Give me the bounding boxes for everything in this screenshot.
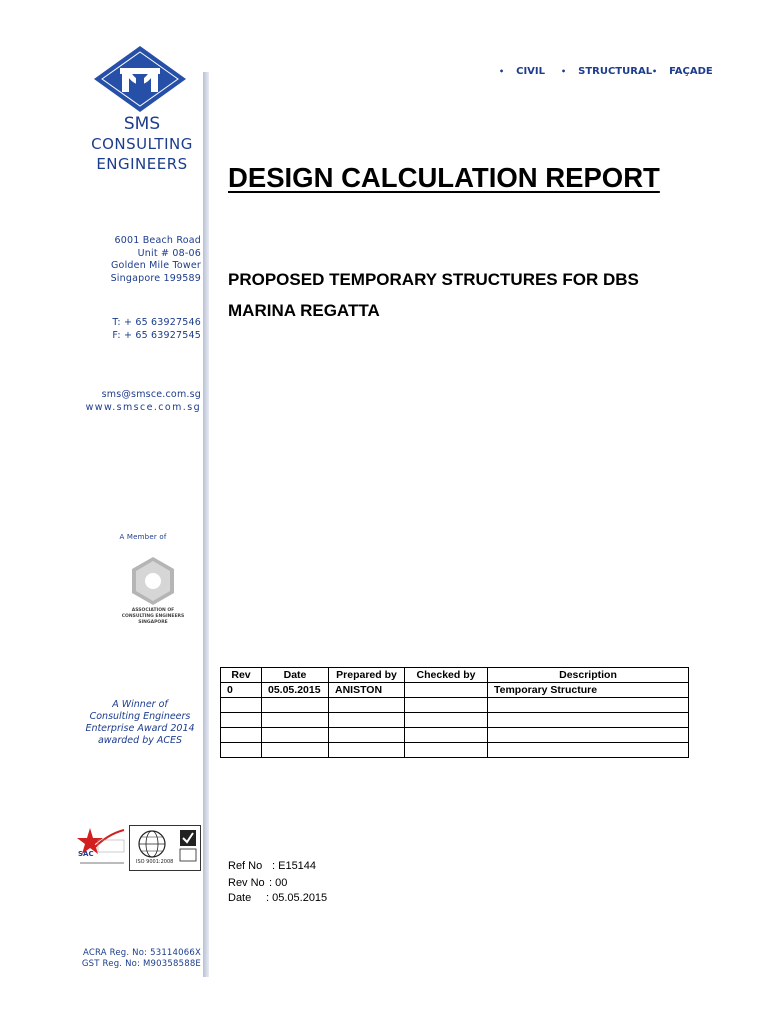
cell-prepared-by: ANISTON [329, 683, 405, 698]
cell-checked-by [405, 683, 488, 698]
iso-certification-logo [129, 825, 201, 871]
bullet-icon: • [561, 67, 567, 76]
report-subtitle-line-2: MARINA REGATTA [228, 301, 380, 320]
company-contact-web [86, 389, 201, 414]
table-header-row [221, 668, 689, 683]
date-label: Date [228, 892, 252, 904]
bullet-icon: • [652, 67, 658, 76]
service-structural: • STRUCTURAL [561, 66, 653, 77]
bullet-icon: • [499, 67, 505, 76]
column-header-checked-by: Checked by [405, 668, 488, 683]
cell-date: 05.05.2015 [262, 683, 329, 698]
report-subtitle-line-1: PROPOSED TEMPORARY STRUCTURES FOR DBS [228, 270, 639, 289]
association-line-2: CONSULTING ENGINEERS [121, 614, 185, 619]
column-header-prepared-by: Prepared by [329, 668, 405, 683]
revision-table [220, 667, 689, 758]
sac-label: SAC [78, 850, 94, 858]
company-name-consulting: CONSULTING [91, 135, 193, 153]
company-name-sms: SMS [123, 114, 161, 134]
sidebar-divider [203, 72, 209, 977]
rev-no-line [228, 877, 287, 889]
company-address: 6001 Beach Road Unit # 08-06 Golden Mile Tower Singapore 199589 [110, 235, 201, 284]
cell-description: Temporary Structure [488, 683, 689, 698]
email-link[interactable]: sms@smsce.com.sg [101, 389, 201, 400]
company-logo [92, 44, 188, 114]
date-value: : 05.05.2015 [266, 892, 328, 904]
service-civil: • CIVIL [499, 66, 546, 77]
rev-no-value: : 00 [269, 877, 288, 889]
table-row [221, 713, 689, 728]
table-row [221, 728, 689, 743]
cell-rev: 0 [221, 683, 262, 698]
column-header-description: Description [488, 668, 689, 683]
acra-number: ACRA Reg. No: 53114066X [82, 948, 201, 958]
company-name-engineers: ENGINEERS [96, 155, 188, 173]
column-header-date: Date [262, 668, 329, 683]
phone-number: T: + 65 63927546 [112, 317, 201, 328]
ref-no-label: Ref No [228, 860, 263, 872]
ref-no-value: : E15144 [272, 860, 317, 872]
table-row [221, 698, 689, 713]
date-line [228, 892, 327, 904]
gst-number: GST Reg. No: M90358588E [81, 959, 201, 969]
report-title: DESIGN CALCULATION REPORT [228, 162, 660, 193]
column-header-rev: Rev [221, 668, 262, 683]
award-text: A Winner of Consulting Engineers Enterprise Award 2014 awarded by ACES [85, 699, 195, 746]
association-line-1: ASSOCIATION OF [131, 608, 175, 613]
association-line-3: SINGAPORE [138, 620, 168, 625]
table-row [221, 743, 689, 758]
registration-numbers [82, 948, 201, 970]
rev-no-label: Rev No [228, 877, 265, 889]
member-label: A Member of [119, 533, 167, 541]
table-row [221, 683, 689, 698]
fax-number: F: + 65 63927545 [112, 329, 201, 341]
ref-no-line [228, 860, 316, 872]
iso-label: ISO 9001:2008 [136, 859, 174, 865]
company-contact-phone [112, 317, 201, 342]
sac-logo [76, 826, 126, 870]
service-facade: • FAÇADE [652, 66, 713, 77]
website-link[interactable]: www.smsce.com.sg [85, 401, 201, 413]
